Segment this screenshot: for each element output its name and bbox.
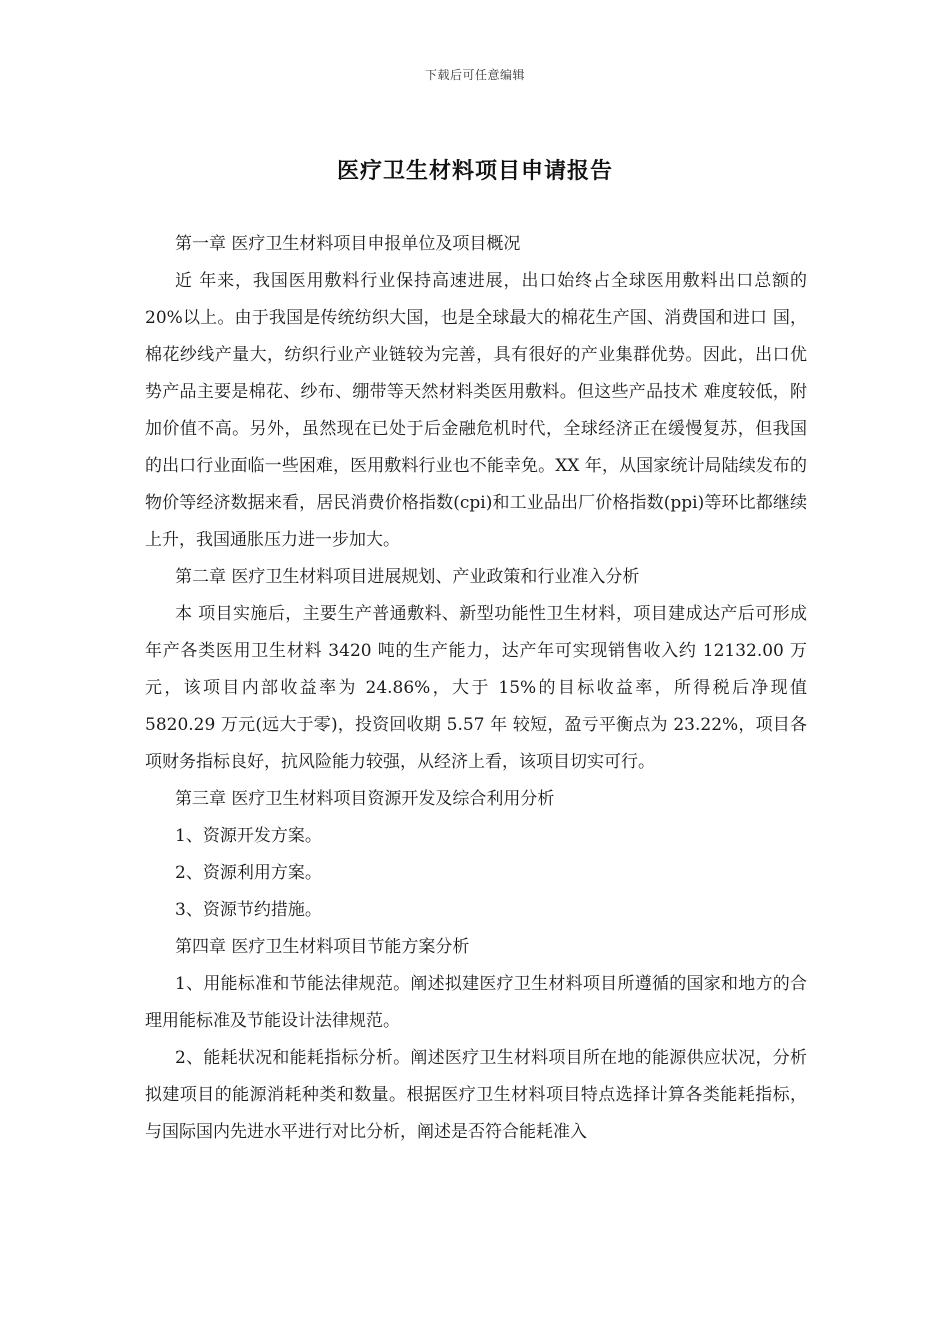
chapter-1-heading: 第一章 医疗卫生材料项目申报单位及项目概况 [175, 234, 521, 254]
chapter-1-paragraph: 近 年来，我国医用敷料行业保持高速进展，出口始终占全球医用敷料出口总额的20%以上。由于我国是传统纺织大国，也是全球最大的棉花生产国、消费国和进口 国，棉花纱线产量大，纺织行业产业链较为完善，具有很好的产业集群优势。因此，出口优势产品主要是棉花、纱布、绷带等天然材料类医用敷料。但这些产品技术 难度较低，附加价值不高。另外，虽然现在已处于后金融危机时代，全球经济正在缓慢复苏，但我国的出口行业面临一些困难，医用敷料行业也不能幸免。XX 年，从国家统计局陆续发布的物价等经济数据来看，居民消费价格指数(cpi)和工业品出厂价格指数(ppi)等环比都继续上升，我国通胀压力进一步加大。 [145, 271, 807, 550]
list-item-resource-development: 1、资源开发方案。 [175, 826, 322, 846]
chapter-3-heading: 第三章 医疗卫生材料项目资源开发及综合利用分析 [175, 789, 555, 809]
document-title: 医疗卫生材料项目申请报告 [336, 158, 613, 184]
chapter-4-item-2: 2、能耗状况和能耗指标分析。阐述医疗卫生材料项目所在地的能源供应状况，分析拟建项目的能源消耗种类和数量。根据医疗卫生材料项目特点选择计算各类能耗指标，与国际国内先进水平进行对比分析，阐述是否符合能耗准入 [145, 1048, 807, 1142]
chapter-2-heading: 第二章 医疗卫生材料项目进展规划、产业政策和行业准入分析 [175, 567, 640, 587]
header-note: 下载后可任意编辑 [424, 68, 525, 82]
document-body [145, 226, 807, 1151]
chapter-4-heading: 第四章 医疗卫生材料项目节能方案分析 [175, 937, 470, 957]
chapter-4-item-1: 1、用能标准和节能法律规范。阐述拟建医疗卫生材料项目所遵循的国家和地方的合理用能标准及节能设计法律规范。 [145, 974, 807, 1031]
chapter-2-paragraph: 本 项目实施后，主要生产普通敷料、新型功能性卫生材料，项目建成达产后可形成年产各类医用卫生材料 3420 吨的生产能力，达产年可实现销售收入约 12132.00 万元，该项目内部收益率为 24.86%，大于 15%的目标收益率，所得税后净现值 5820.29 万元(远大于零)，投资回收期 5.57 年 较短，盈亏平衡点为 23.22%，项目各项财务指标良好，抗风险能力较强，从经济上看，该项目切实可行。 [145, 604, 807, 772]
list-item-resource-conservation: 3、资源节约措施。 [175, 900, 322, 920]
list-item-resource-utilization: 2、资源利用方案。 [175, 863, 322, 883]
